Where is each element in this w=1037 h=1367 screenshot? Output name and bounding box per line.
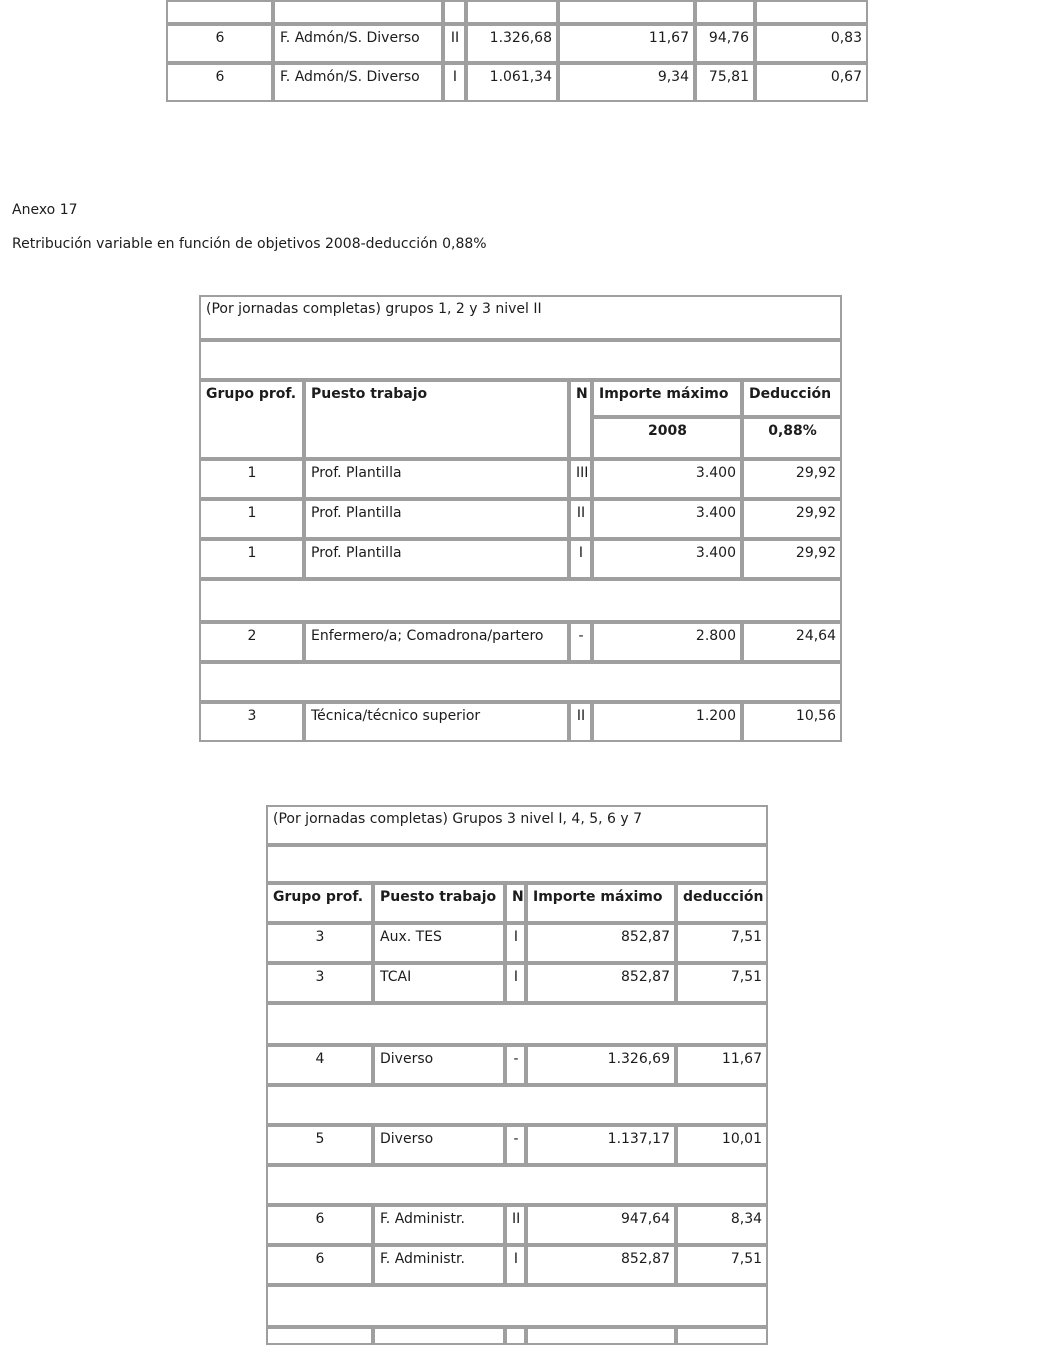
cell-puesto-trabajo: Técnica/técnico superior [304,702,569,742]
table-row [166,24,868,63]
cell-puesto-trabajo: TCAI [373,963,505,1003]
header-nivel: N [505,883,526,923]
anexo-heading: Anexo 17 [12,202,78,218]
cell-nivel: - [505,1125,526,1165]
cell-grupo-prof: 2 [199,622,304,662]
empty-cell [266,1085,768,1125]
table-row [199,459,842,499]
empty-cell [505,1327,526,1345]
cell-nivel: II [569,702,592,742]
cell-grupo-prof: 6 [266,1205,373,1245]
cell-puesto-trabajo: Diverso [373,1045,505,1085]
cell-importe: 852,87 [526,963,676,1003]
cell-grupo-prof: 6 [266,1245,373,1285]
cell-grupo-prof: 1 [199,459,304,499]
empty-cell [373,1327,505,1345]
empty-row [199,579,842,622]
table-grupos-3-nivel-i-4-5-6-7 [266,805,768,1345]
cell-deduccion: 11,67 [676,1045,768,1085]
top-table [166,0,868,102]
cell-deduccion: 29,92 [742,539,842,579]
empty-cell [266,1003,768,1045]
cell-deduccion: 29,92 [742,459,842,499]
header-deduccion: deducción [676,883,768,923]
header-deduccion: Deducción [742,380,842,417]
header-deduccion-pct: 0,88% [742,417,842,459]
header-row [199,380,842,417]
cell-deduccion: 24,64 [742,622,842,662]
cell-nivel: I [569,539,592,579]
cell-nivel: I [443,63,466,102]
cell-deduccion: 29,92 [742,499,842,539]
header-nivel: N [569,380,592,459]
cell-puesto-trabajo: Prof. Plantilla [304,499,569,539]
anexo-subtitle: Retribución variable en función de objetivos 2008-deducción 0,88% [12,236,487,252]
header-puesto-trabajo: Puesto trabajo [373,883,505,923]
table-row [199,295,842,340]
empty-row [266,1285,768,1327]
cell-grupo-prof: 3 [199,702,304,742]
empty-cell [199,662,842,702]
header-importe-maximo: Importe máximo [592,380,742,417]
empty-cell [526,1327,676,1345]
header-importe-maximo: Importe máximo [526,883,676,923]
cell-importe: 1.326,69 [526,1045,676,1085]
cell-nivel: I [505,923,526,963]
empty-row [266,1003,768,1045]
cell-deduccion: 7,51 [676,1245,768,1285]
cell-importe: 852,87 [526,1245,676,1285]
empty-cell [266,1165,768,1205]
cell-valor-2: 94,76 [695,24,755,63]
cell-puesto-trabajo: F. Admón/S. Diverso [273,63,443,102]
table-title: (Por jornadas completas) Grupos 3 nivel I, 4, 5, 6 y 7 [266,805,768,845]
cell-grupo-prof: 1 [199,539,304,579]
empty-cell [273,0,443,24]
header-grupo-prof: Grupo prof. [199,380,304,459]
table-row [166,63,868,102]
empty-cell [199,579,842,622]
cell-valor-3: 0,83 [755,24,868,63]
empty-cell [695,0,755,24]
cell-nivel: - [505,1045,526,1085]
header-puesto-trabajo: Puesto trabajo [304,380,569,459]
cell-valor-1: 11,67 [558,24,695,63]
empty-cell [166,0,273,24]
cell-puesto-trabajo: Diverso [373,1125,505,1165]
cell-deduccion: 10,56 [742,702,842,742]
cell-nivel: II [569,499,592,539]
table-row [199,622,842,662]
cell-nivel: - [569,622,592,662]
empty-cell [466,0,558,24]
table-grupos-1-2-3-nivel-ii [199,295,842,742]
cell-deduccion: 8,34 [676,1205,768,1245]
table-row [199,702,842,742]
cell-valor-1: 9,34 [558,63,695,102]
cell-puesto-trabajo: Enfermero/a; Comadrona/partero [304,622,569,662]
cell-nivel: I [505,1245,526,1285]
empty-cell [199,340,842,380]
cell-importe: 1.200 [592,702,742,742]
cell-importe: 947,64 [526,1205,676,1245]
cell-importe: 2.800 [592,622,742,662]
cell-nivel: III [569,459,592,499]
cell-puesto-trabajo: Aux. TES [373,923,505,963]
cell-importe: 3.400 [592,499,742,539]
empty-row [199,340,842,380]
table-row [266,923,768,963]
cell-deduccion: 10,01 [676,1125,768,1165]
cell-puesto-trabajo: F. Admón/S. Diverso [273,24,443,63]
cell-puesto-trabajo: F. Administr. [373,1205,505,1245]
empty-cell [755,0,868,24]
cell-importe: 1.061,34 [466,63,558,102]
empty-cell [443,0,466,24]
cutoff-row [266,1327,768,1345]
cell-puesto-trabajo: Prof. Plantilla [304,539,569,579]
empty-row [266,1165,768,1205]
table-title: (Por jornadas completas) grupos 1, 2 y 3 nivel II [199,295,842,340]
cell-grupo-prof: 3 [266,963,373,1003]
cell-grupo-prof: 1 [199,499,304,539]
cell-importe: 852,87 [526,923,676,963]
cell-nivel: I [505,963,526,1003]
cell-grupo-prof: 4 [266,1045,373,1085]
cell-grupo-prof: 6 [166,24,273,63]
empty-row [266,845,768,883]
cell-nivel: II [443,24,466,63]
cell-nivel: II [505,1205,526,1245]
cell-valor-2: 75,81 [695,63,755,102]
table-row [266,1205,768,1245]
empty-row [266,1085,768,1125]
cell-grupo-prof: 6 [166,63,273,102]
cell-importe: 3.400 [592,459,742,499]
cell-importe: 3.400 [592,539,742,579]
cell-importe: 1.137,17 [526,1125,676,1165]
table-row [199,539,842,579]
header-importe-year: 2008 [592,417,742,459]
cell-importe: 1.326,68 [466,24,558,63]
empty-cell [558,0,695,24]
empty-row [199,662,842,702]
cell-puesto-trabajo: F. Administr. [373,1245,505,1285]
table-row [266,805,768,845]
table-row [199,499,842,539]
cell-deduccion: 7,51 [676,963,768,1003]
empty-cell [266,845,768,883]
table-row [266,963,768,1003]
table-row [266,1045,768,1085]
cell-grupo-prof: 3 [266,923,373,963]
empty-cell [676,1327,768,1345]
table-row [266,1245,768,1285]
empty-cell [266,1327,373,1345]
cell-deduccion: 7,51 [676,923,768,963]
header-grupo-prof: Grupo prof. [266,883,373,923]
header-row [266,883,768,923]
cell-valor-3: 0,67 [755,63,868,102]
table-row [266,1125,768,1165]
cell-puesto-trabajo: Prof. Plantilla [304,459,569,499]
cutoff-row [166,0,868,24]
empty-cell [266,1285,768,1327]
cell-grupo-prof: 5 [266,1125,373,1165]
